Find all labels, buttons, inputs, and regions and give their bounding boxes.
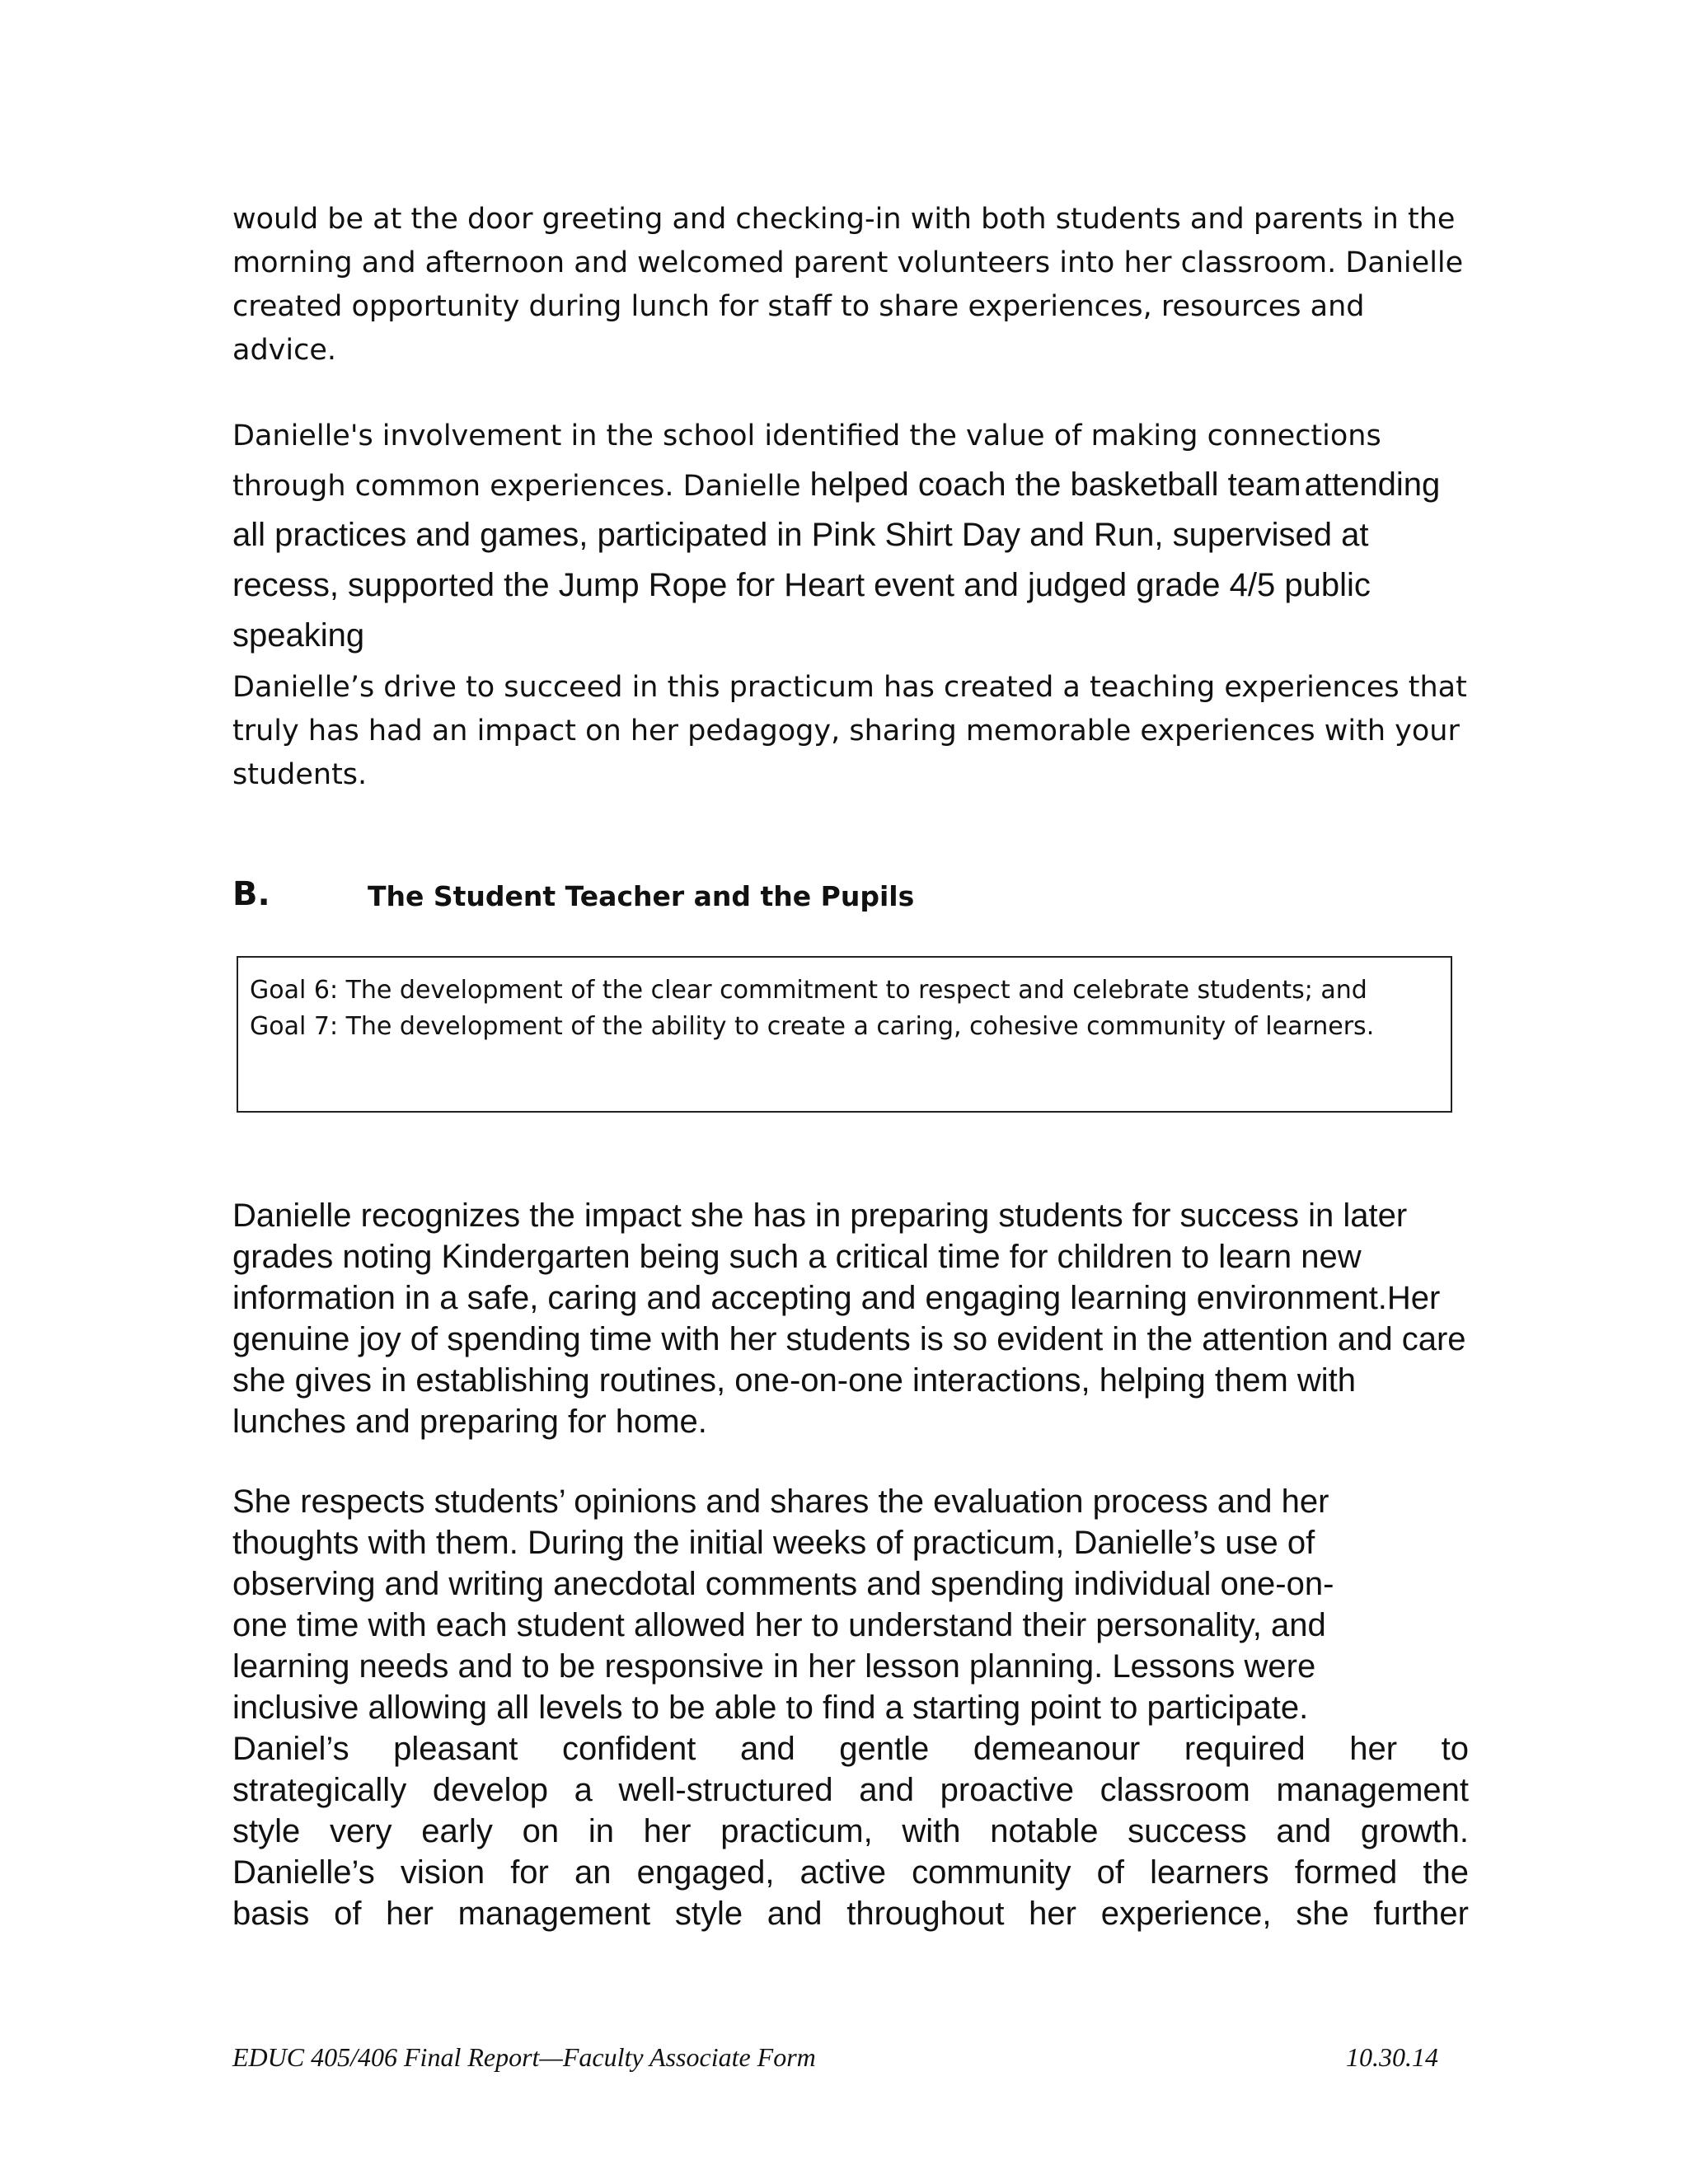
goal-7: Goal 7: The development of the ability to create a caring, cohesive community of learners. (250, 1012, 1375, 1041)
text-line: one time with each student allowed her to understand their personality, and (232, 1607, 1326, 1643)
paragraph-school-involvement (232, 415, 1469, 664)
paragraph-respects-students (232, 1481, 1469, 1934)
text-line: strategically develop a well-structured and proactive classroom management (232, 1772, 1469, 1808)
footer-date: 10.30.14 (1346, 2042, 1438, 2072)
paragraph-drive-to-succeed: Danielle’s drive to succeed in this practicum has created a teaching experiences that truly has had an impact on her pedagogy, sharing memorable experiences with your students. (232, 671, 1467, 791)
goal-6: Goal 6: The development of the clear commitment to respect and celebrate students; and (250, 976, 1367, 1005)
section-title: The Student Teacher and the Pupils (368, 880, 915, 912)
text-line: learning needs and to be responsive in her lesson planning. Lessons were (232, 1648, 1316, 1685)
paragraph-involvement-intro: Danielle's involvement in the school identified the value of making connections through common experiences. Danielle (232, 419, 1381, 503)
text-line: thoughts with them. During the initial weeks of practicum, Danielle’s use of (232, 1525, 1315, 1561)
section-letter: B. (232, 875, 270, 913)
goals-box (237, 956, 1452, 1113)
paragraph-involvement-activities: attending all practices and games, participated in Pink Shirt Day and Run, supervised at recess, supported the Jump Rope for Heart event and judged grade 4/5 public speaking (232, 466, 1441, 654)
section-heading (232, 875, 1469, 925)
text-line: observing and writing anecdotal comments and spending individual one-on- (232, 1566, 1334, 1602)
text-line: style very early on in her practicum, with notable success and growth. (232, 1813, 1469, 1849)
text-line: basis of her management style and throughout her experience, she further (232, 1896, 1469, 1932)
paragraph-classroom-welcome: would be at the door greeting and checking-in with both students and parents in the morning and afternoon and welcomed parent volunteers into her classroom. Danielle created opportunity during lunch for staff to share experiences, resources and advice. (232, 203, 1464, 367)
text-line: Danielle’s vision for an engaged, active community of learners formed the (232, 1854, 1469, 1891)
paragraph-involvement-coach: helped coach the basketball team (809, 466, 1301, 503)
paragraph-kindergarten-impact: Danielle recognizes the impact she has in preparing students for success in later grades noting Kindergarten being such a critical time for children to learn new information in a safe, caring and accepting and engaging learning environment.Her genuine joy of spending time with her students is so evident in the attention and care she gives in establishing routines, one-on-one interactions, helping them with lunches and preparing for home. (232, 1197, 1466, 1440)
footer-form-title: EDUC 405/406 Final Report—Faculty Associate Form (232, 2042, 816, 2072)
text-line: inclusive allowing all levels to be able to find a starting point to participate. (232, 1690, 1309, 1726)
text-line: She respects students’ opinions and shares the evaluation process and her (232, 1483, 1329, 1520)
text-line: Daniel’s pleasant confident and gentle demeanour required her to (232, 1731, 1469, 1767)
